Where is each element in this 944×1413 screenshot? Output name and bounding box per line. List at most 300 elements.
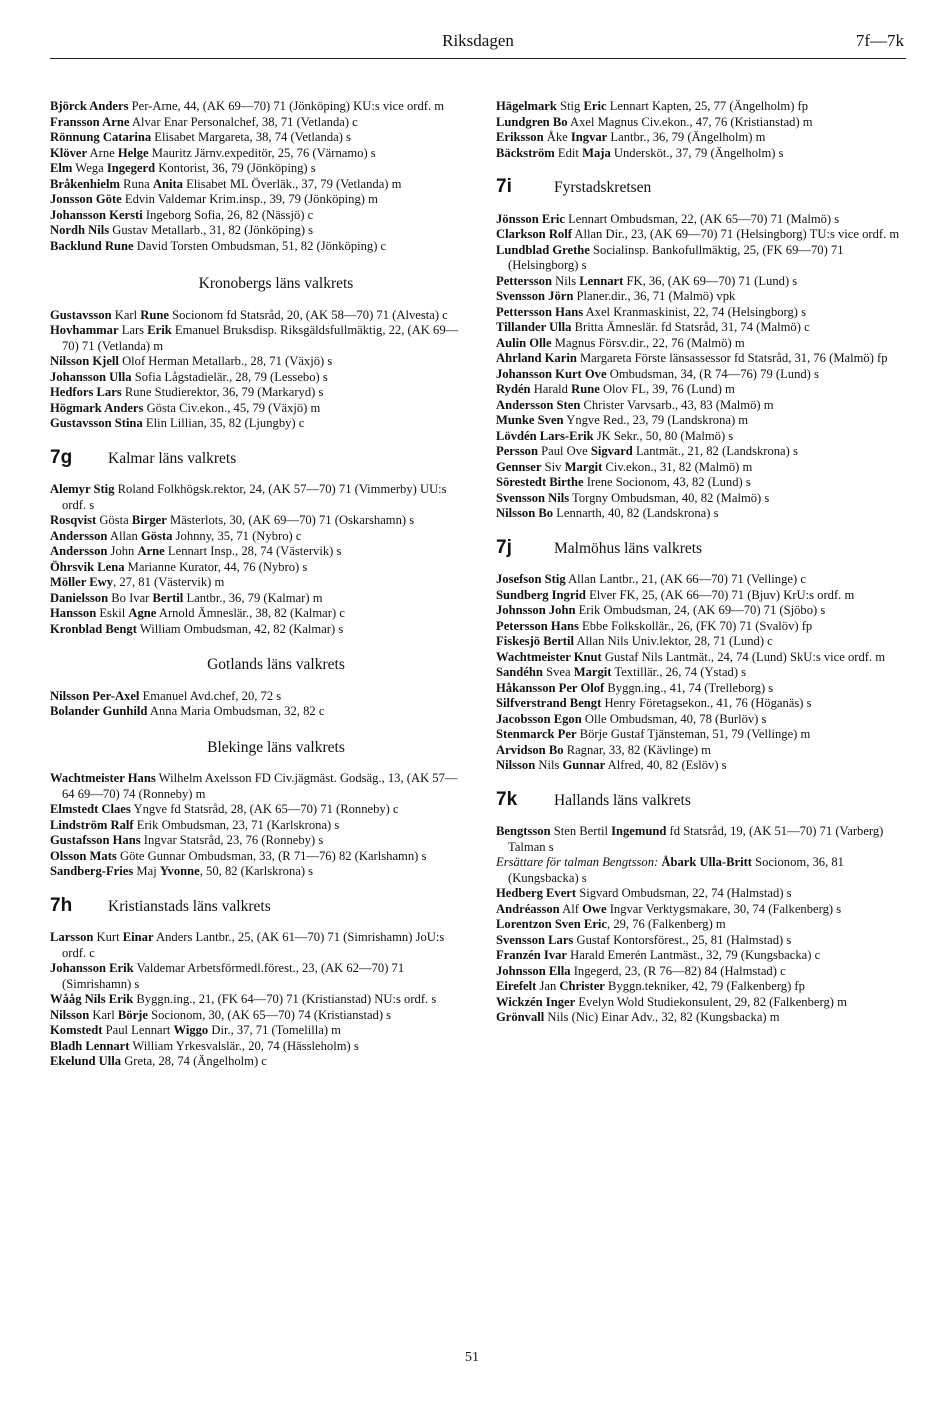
member-name: Andréasson bbox=[496, 901, 560, 916]
member-details: Erik Ombudsman, 23, 71 (Karlskrona) s bbox=[133, 817, 340, 832]
member-details: Arne bbox=[87, 145, 118, 160]
member-name: Eirefelt bbox=[496, 979, 537, 993]
page-number: 51 bbox=[465, 1350, 479, 1365]
member-details: Runa bbox=[119, 176, 153, 191]
member-entry bbox=[496, 243, 908, 274]
member-details: Undersköt., 37, 79 (Ängelholm) s bbox=[610, 145, 784, 160]
member-name: Bråkenhielm bbox=[50, 176, 120, 191]
member-entry bbox=[50, 370, 462, 386]
member-name: Svensson Jörn bbox=[496, 289, 574, 303]
member-name: Josefson Stig bbox=[496, 572, 566, 586]
member-details: Jan bbox=[536, 979, 560, 993]
member-name: Kronblad Bengt bbox=[50, 621, 137, 636]
section-heading-7g bbox=[50, 446, 462, 468]
member-entry bbox=[496, 650, 908, 666]
member-details: Gustaf Kontorsförest., 25, 81 (Halmstad) s bbox=[573, 932, 792, 947]
member-details: Lennarth, 40, 82 (Landskrona) s bbox=[553, 506, 719, 520]
member-details: Ingvar Verktygsmakare, 30, 74 (Falkenberg) s bbox=[606, 901, 842, 916]
member-details: Olov FL, 39, 76 (Lund) m bbox=[599, 382, 735, 396]
section-heading-kronoberg bbox=[50, 276, 462, 292]
member-name: Johnsson Ella bbox=[496, 963, 571, 978]
member-entry bbox=[496, 130, 908, 146]
member-details: Henry Företagsekon., 41, 76 (Höganäs) s bbox=[601, 696, 812, 710]
section-heading-blekinge bbox=[50, 740, 462, 756]
member-entry bbox=[50, 354, 462, 370]
member-name: Ingegerd bbox=[106, 161, 156, 175]
member-name: Bladh Lennart bbox=[50, 1038, 130, 1053]
member-entry bbox=[50, 1054, 462, 1070]
member-name: Persson bbox=[496, 444, 538, 458]
member-name: Silfverstrand Bengt bbox=[496, 696, 602, 710]
member-name: Wachtmeister Knut bbox=[496, 649, 602, 664]
member-details: Lennart Ombudsman, 22, (AK 65—70) 71 (Malmö) s bbox=[564, 211, 840, 226]
member-details: William Yrkesvalslär., 20, 74 (Hässleholm) s bbox=[129, 1038, 359, 1053]
member-entry bbox=[496, 588, 908, 604]
member-entry bbox=[50, 833, 462, 849]
member-name: Elmstedt Claes bbox=[50, 802, 131, 816]
member-name: Nilsson bbox=[496, 758, 536, 772]
member-details: Elin Lillian, 35, 82 (Ljungby) c bbox=[142, 416, 305, 430]
section-title: Gotlands läns valkrets bbox=[207, 656, 345, 673]
member-entry bbox=[50, 308, 462, 324]
member-details: Paul Lennart bbox=[102, 1023, 174, 1037]
member-entry bbox=[50, 416, 462, 432]
member-details: William Ombudsman, 42, 82 (Kalmar) s bbox=[136, 621, 344, 636]
member-name: Jonsson Göte bbox=[50, 192, 122, 206]
member-name: Lennart bbox=[579, 273, 624, 288]
member-name: Wachtmeister Hans bbox=[50, 771, 156, 785]
member-entry bbox=[496, 964, 908, 980]
member-details: Allan bbox=[107, 528, 141, 543]
member-name: Rönnung Catarina bbox=[50, 130, 152, 144]
member-entry bbox=[496, 320, 908, 336]
member-entry bbox=[50, 146, 462, 162]
section-code: 7i bbox=[496, 176, 512, 197]
member-entry bbox=[496, 506, 908, 522]
section-heading-7k bbox=[496, 788, 908, 810]
member-entry bbox=[496, 305, 908, 321]
section-title: Kronobergs läns valkrets bbox=[198, 275, 354, 292]
member-name: Gustavsson bbox=[50, 307, 112, 322]
member-name: Johansson Erik bbox=[50, 961, 134, 975]
member-name: Rosqvist bbox=[50, 513, 97, 527]
member-details: Alvar Enar Personalchef, 38, 71 (Vetlanda) c bbox=[129, 114, 358, 129]
member-name: Rune bbox=[140, 307, 169, 322]
member-name: Backlund Rune bbox=[50, 238, 134, 253]
member-details: Marianne Kurator, 44, 76 (Nybro) s bbox=[124, 559, 308, 574]
member-details: Axel Magnus Civ.ekon., 47, 76 (Kristianstad) m bbox=[567, 114, 813, 129]
member-details: Civ.ekon., 31, 82 (Malmö) m bbox=[602, 459, 753, 474]
member-details: FK, 36, (AK 69—70) 71 (Lund) s bbox=[623, 273, 798, 288]
member-details: Allan Dir., 23, (AK 69—70) 71 (Helsingborg) TU:s vice ordf. m bbox=[571, 227, 900, 241]
member-entry bbox=[496, 460, 908, 476]
member-details: Emanuel Avd.chef, 20, 72 s bbox=[139, 688, 282, 703]
member-name: Sörestedt Birthe bbox=[496, 475, 584, 489]
member-name: Gunnar bbox=[562, 758, 606, 772]
member-details: Wilhelm Axelsson FD Civ.jägmäst. Godsäg., 13, (AK 57—64 69—70) 74 (Ronneby) m bbox=[62, 771, 458, 801]
member-entry bbox=[496, 758, 908, 774]
member-entry bbox=[50, 130, 462, 146]
member-name: Jacobsson Egon bbox=[496, 711, 582, 726]
member-details: Nils (Nic) Einar Adv., 32, 82 (Kungsbacka) m bbox=[544, 1010, 780, 1024]
member-name: Sandéhn bbox=[496, 665, 543, 679]
member-name: Lundblad Grethe bbox=[496, 242, 590, 257]
member-entry bbox=[50, 208, 462, 224]
member-details: Sigvard Ombudsman, 22, 74 (Halmstad) s bbox=[576, 886, 792, 900]
member-details: Dir., 37, 71 (Tomelilla) m bbox=[208, 1023, 341, 1037]
member-name: Hägelmark bbox=[496, 99, 557, 113]
page-header bbox=[50, 28, 906, 60]
member-entry bbox=[496, 681, 908, 697]
member-name: Pettersson Hans bbox=[496, 304, 584, 319]
member-name: Andersson bbox=[50, 528, 108, 543]
member-name: Fransson Arne bbox=[50, 114, 130, 129]
member-entry bbox=[496, 289, 908, 305]
member-name: Arne bbox=[137, 544, 165, 558]
member-entry bbox=[50, 1008, 462, 1024]
member-details: Socionom, 30, (AK 65—70) 74 (Kristianstad) s bbox=[147, 1007, 392, 1022]
member-details: Allan Nils Univ.lektor, 28, 71 (Lund) c bbox=[574, 634, 773, 648]
member-name: Andersson Sten bbox=[496, 397, 581, 412]
member-details: Gustaf Nils Lantmät., 24, 74 (Lund) SkU:s vice ordf. m bbox=[601, 649, 886, 664]
member-entry bbox=[50, 513, 462, 529]
member-entry bbox=[496, 933, 908, 949]
section-title: Kalmar läns valkrets bbox=[108, 449, 237, 467]
member-details: Ingegerd, 23, (R 76—82) 84 (Halmstad) c bbox=[570, 963, 786, 978]
member-details: Mästerlots, 30, (AK 69—70) 71 (Oskarshamn) s bbox=[166, 513, 415, 527]
member-entry bbox=[496, 886, 908, 902]
member-name: Munke Sven bbox=[496, 413, 564, 427]
page-title: Riksdagen bbox=[442, 31, 514, 50]
member-entry bbox=[50, 961, 462, 992]
member-name: Nilsson Bo bbox=[496, 506, 554, 520]
member-details: Irene Socionom, 43, 82 (Lund) s bbox=[583, 475, 751, 489]
member-name: Sandberg-Fries bbox=[50, 864, 134, 878]
member-details: Nils bbox=[551, 273, 580, 288]
member-entry bbox=[496, 979, 908, 995]
member-details: Maj bbox=[133, 864, 160, 878]
member-name: Åbark Ulla-Britt bbox=[661, 855, 752, 869]
member-details: Eskil bbox=[96, 606, 129, 620]
member-details: Göte Gunnar Ombudsman, 33, (R 71—76) 82 (Karlshamn) s bbox=[116, 848, 427, 863]
section-title: Kristianstads läns valkrets bbox=[108, 897, 271, 915]
member-entry bbox=[496, 824, 908, 855]
member-name: Sigvard bbox=[590, 444, 633, 458]
member-name: Clarkson Rolf bbox=[496, 227, 572, 241]
member-name: Maja bbox=[582, 145, 611, 160]
member-entry bbox=[496, 603, 908, 619]
member-name: Tillander Ulla bbox=[496, 320, 572, 334]
member-entry bbox=[50, 99, 462, 115]
member-name: Elm bbox=[50, 161, 73, 175]
member-details: Gustav Metallarb., 31, 82 (Jönköping) s bbox=[109, 223, 314, 237]
member-name: Wiggo bbox=[173, 1023, 209, 1037]
member-entry bbox=[50, 223, 462, 239]
member-details: Karl bbox=[89, 1007, 118, 1022]
member-entry bbox=[496, 382, 908, 398]
member-name: Hovhammar bbox=[50, 323, 119, 337]
member-details: Ombudsman, 34, (R 74—76) 79 (Lund) s bbox=[606, 366, 819, 381]
member-entry bbox=[50, 849, 462, 865]
member-entry bbox=[496, 429, 908, 445]
member-details: Stig bbox=[556, 99, 584, 113]
member-details: Olle Ombudsman, 40, 78 (Burlöv) s bbox=[581, 711, 767, 726]
member-name: Klöver bbox=[50, 145, 88, 160]
member-name: Högmark Anders bbox=[50, 400, 144, 415]
member-entry bbox=[50, 161, 462, 177]
member-name: Bertil bbox=[152, 590, 184, 605]
member-name: Ekelund Ulla bbox=[50, 1054, 122, 1068]
member-name: Johansson Ulla bbox=[50, 369, 132, 384]
member-details: Mauritz Järnv.expeditör, 25, 76 (Värnamo) s bbox=[148, 145, 376, 160]
member-name: Margit bbox=[573, 665, 612, 679]
member-name: Johnsson John bbox=[496, 603, 576, 617]
member-entry bbox=[50, 192, 462, 208]
member-entry bbox=[496, 572, 908, 588]
member-details: Planer.dir., 36, 71 (Malmö) vpk bbox=[573, 289, 736, 303]
member-name: Gustavsson Stina bbox=[50, 416, 143, 430]
member-name: Nilsson Kjell bbox=[50, 354, 119, 368]
member-name: Grönvall bbox=[496, 1010, 545, 1024]
member-details: Socialinsp. Bankofullmäktig, 25, (FK 69—70) 71 (Helsingborg) s bbox=[508, 242, 844, 272]
member-details: Gösta Civ.ekon., 45, 79 (Växjö) m bbox=[143, 400, 321, 415]
member-entry bbox=[50, 115, 462, 131]
member-details: Siv bbox=[541, 459, 565, 474]
member-name: Lundgren Bo bbox=[496, 114, 568, 129]
member-name: Erik bbox=[147, 323, 172, 337]
member-name: Pettersson bbox=[496, 273, 552, 288]
member-name: Gustafsson Hans bbox=[50, 833, 141, 847]
member-entry bbox=[50, 401, 462, 417]
section-code: 7h bbox=[50, 894, 73, 916]
member-name: Johansson Kurt Ove bbox=[496, 366, 607, 381]
member-name: Svensson Lars bbox=[496, 932, 574, 947]
member-entry bbox=[496, 743, 908, 759]
member-name: Fiskesjö Bertil bbox=[496, 634, 574, 648]
member-details: Kontorist, 36, 79 (Jönköping) s bbox=[155, 161, 316, 175]
member-entry bbox=[50, 622, 462, 638]
section-heading-7h bbox=[50, 894, 462, 916]
member-details: Rune Studierektor, 36, 79 (Markaryd) s bbox=[121, 385, 324, 399]
member-entry bbox=[496, 855, 908, 886]
member-details: , 29, 76 (Falkenberg) m bbox=[607, 917, 726, 931]
member-name: Börje bbox=[117, 1007, 148, 1022]
section-code: 7k bbox=[496, 788, 518, 810]
member-entry bbox=[50, 529, 462, 545]
member-details: Karl bbox=[111, 307, 141, 322]
member-entry bbox=[50, 606, 462, 622]
member-entry bbox=[496, 917, 908, 933]
member-details: , 50, 82 (Karlskrona) s bbox=[199, 864, 314, 878]
member-name: Andersson bbox=[50, 544, 108, 558]
member-name: Rune bbox=[571, 382, 600, 396]
member-name: Komstedt bbox=[50, 1023, 103, 1037]
member-details: Sten Bertil bbox=[550, 824, 612, 838]
member-details: Greta, 28, 74 (Ängelholm) c bbox=[121, 1054, 267, 1068]
section-code: 7j bbox=[496, 536, 512, 558]
member-entry bbox=[496, 727, 908, 743]
section-title: Fyrstadskretsen bbox=[554, 179, 652, 196]
note-text: Ersättare för talman Bengtsson: bbox=[496, 855, 659, 869]
member-entry bbox=[50, 689, 462, 705]
member-entry bbox=[496, 227, 908, 243]
member-details: Elisabet Margareta, 38, 74 (Vetlanda) s bbox=[151, 130, 351, 144]
member-details: Lars bbox=[118, 323, 148, 337]
member-details: Ragnar, 33, 82 (Kävlinge) m bbox=[563, 742, 711, 757]
member-details: Socionom, 36, 81 (Kungsbacka) s bbox=[508, 855, 844, 885]
member-details: Alf bbox=[559, 901, 583, 916]
member-details: fd Statsråd, 19, (AK 51—70) 71 (Varberg) Talman s bbox=[508, 824, 884, 854]
member-details: Axel Kranmaskinist, 22, 74 (Helsingborg) s bbox=[583, 304, 807, 319]
member-details: Gösta bbox=[96, 513, 132, 527]
member-details: Lennart Insp., 28, 74 (Västervik) s bbox=[164, 544, 342, 558]
member-details: JK Sekr., 50, 80 (Malmö) s bbox=[593, 428, 734, 443]
member-name: Gösta bbox=[140, 528, 173, 543]
member-entry bbox=[496, 491, 908, 507]
member-entry bbox=[496, 351, 908, 367]
member-entry bbox=[50, 323, 462, 354]
member-details: Johnny, 35, 71 (Nybro) c bbox=[172, 528, 302, 543]
member-name: Svensson Nils bbox=[496, 490, 570, 505]
member-details: Yngve Red., 23, 79 (Landskrona) m bbox=[563, 413, 749, 427]
member-details: Evelyn Wold Studiekonsulent, 29, 82 (Falkenberg) m bbox=[575, 994, 847, 1009]
member-details: Lennart Kapten, 25, 77 (Ängelholm) fp bbox=[606, 99, 809, 113]
member-name: Johansson Kersti bbox=[50, 207, 143, 222]
member-entry bbox=[50, 239, 462, 255]
member-details: John bbox=[107, 544, 138, 558]
member-details: Ingeborg Sofia, 26, 82 (Nässjö) c bbox=[142, 207, 314, 222]
member-name: Petersson Hans bbox=[496, 618, 579, 633]
member-entry bbox=[496, 99, 908, 115]
section-title: Malmöhus läns valkrets bbox=[554, 539, 703, 557]
member-details: Anna Maria Ombudsman, 32, 82 c bbox=[147, 704, 325, 718]
member-name: Bolander Gunhild bbox=[50, 704, 148, 718]
member-name: Ingvar bbox=[570, 130, 608, 144]
left-column bbox=[50, 99, 462, 1070]
member-entry bbox=[50, 1039, 462, 1055]
member-entry bbox=[496, 712, 908, 728]
member-details: Byggn.ing., 21, (FK 64—70) 71 (Kristianstad) NU:s ordf. s bbox=[133, 992, 437, 1006]
member-entry bbox=[496, 619, 908, 635]
member-details: Erik Ombudsman, 24, (AK 69—70) 71 (Sjöbo) s bbox=[575, 603, 826, 617]
member-details: Roland Folkhögsk.rektor, 24, (AK 57—70) 71 (Vimmerby) UU:s ordf. s bbox=[62, 482, 447, 512]
section-heading-7i bbox=[496, 176, 908, 197]
member-details: Britta Ämneslär. fd Statsråd, 31, 74 (Malmö) c bbox=[571, 320, 810, 334]
member-entry bbox=[496, 274, 908, 290]
section-heading-7j bbox=[496, 536, 908, 558]
member-name: Ingemund bbox=[611, 824, 667, 838]
member-entry bbox=[50, 771, 462, 802]
member-name: Eriksson bbox=[496, 130, 544, 144]
member-details: Per-Arne, 44, (AK 69—70) 71 (Jönköping) KU:s vice ordf. m bbox=[128, 99, 445, 113]
member-name: Helge bbox=[117, 145, 149, 160]
member-name: Yvonne bbox=[159, 864, 200, 878]
member-details: Ingvar Statsråd, 23, 76 (Ronneby) s bbox=[140, 833, 324, 847]
member-name: Nilsson Per-Axel bbox=[50, 688, 140, 703]
member-details: Börje Gustaf Tjänsteman, 51, 79 (Vellinge) m bbox=[576, 727, 811, 741]
member-name: Danielsson bbox=[50, 590, 109, 605]
member-details: , 27, 81 (Västervik) m bbox=[113, 575, 225, 589]
member-details: Socionom fd Statsråd, 20, (AK 58—70) 71 (Alvesta) c bbox=[168, 307, 448, 322]
member-name: Rydén bbox=[496, 382, 531, 396]
member-details: Svea bbox=[542, 665, 574, 679]
member-entry bbox=[496, 665, 908, 681]
member-name: Lorentzon Sven Eric bbox=[496, 917, 608, 931]
member-entry bbox=[50, 818, 462, 834]
member-entry bbox=[50, 560, 462, 576]
member-details: Christer Varvsarb., 43, 83 (Malmö) m bbox=[580, 397, 774, 412]
member-details: Edit bbox=[554, 145, 583, 160]
member-entry bbox=[496, 1010, 908, 1026]
member-name: Anita bbox=[152, 176, 183, 191]
member-name: Möller Ewy bbox=[50, 575, 114, 589]
member-entry bbox=[50, 802, 462, 818]
member-details: Byggn.ing., 41, 74 (Trelleborg) s bbox=[604, 680, 774, 695]
member-details: Allan Lantbr., 21, (AK 66—70) 71 (Vellinge) c bbox=[565, 572, 806, 586]
member-entry bbox=[496, 902, 908, 918]
member-entry bbox=[496, 146, 908, 162]
member-entry bbox=[50, 704, 462, 720]
member-details: Olof Herman Metallarb., 28, 71 (Växjö) s bbox=[118, 354, 333, 368]
member-details: Elver FK, 25, (AK 66—70) 71 (Bjuv) KrU:s ordf. m bbox=[585, 587, 855, 602]
member-details: Emanuel Bruksdisp. Riksgäldsfullmäktig, 22, (AK 69—70) 71 (Vetlanda) m bbox=[62, 323, 459, 353]
member-name: Bäckström bbox=[496, 145, 555, 160]
member-details: Torgny Ombudsman, 40, 82 (Malmö) s bbox=[569, 490, 770, 505]
member-name: Lövdén Lars-Erik bbox=[496, 428, 594, 443]
member-details: Harald bbox=[530, 382, 572, 396]
member-details: Valdemar Arbetsförmedl.förest., 23, (AK 62—70) 71 (Simrishamn) s bbox=[62, 961, 405, 991]
member-name: Wickzén Inger bbox=[496, 994, 576, 1009]
member-name: Agne bbox=[128, 606, 157, 620]
member-details: Paul Ove bbox=[537, 444, 591, 458]
header-rule bbox=[50, 58, 906, 59]
member-name: Aulin Olle bbox=[496, 335, 552, 350]
member-details: Lantbr., 36, 79 (Kalmar) m bbox=[183, 590, 323, 605]
member-details: Magnus Försv.dir., 22, 76 (Malmö) m bbox=[551, 335, 745, 350]
member-details: Sofia Lågstadielär., 28, 79 (Lessebo) s bbox=[131, 369, 328, 384]
right-column bbox=[496, 99, 908, 1026]
member-name: Lindström Ralf bbox=[50, 817, 134, 832]
member-entry bbox=[50, 575, 462, 591]
member-entry bbox=[50, 544, 462, 560]
member-details: Arnold Ämneslär., 38, 82 (Kalmar) c bbox=[156, 606, 345, 620]
member-entry bbox=[496, 413, 908, 429]
member-details: Anders Lantbr., 25, (AK 61—70) 71 (Simrishamn) JoU:s ordf. c bbox=[62, 930, 445, 960]
member-name: Gennser bbox=[496, 459, 542, 474]
member-name: Franzén Ivar bbox=[496, 948, 567, 962]
member-details: David Torsten Ombudsman, 51, 82 (Jönköping) c bbox=[133, 238, 387, 253]
member-name: Eric bbox=[583, 99, 607, 113]
member-name: Nordh Nils bbox=[50, 223, 110, 237]
member-entry bbox=[496, 444, 908, 460]
member-name: Einar bbox=[122, 930, 154, 944]
member-name: Christer bbox=[559, 979, 605, 993]
member-details: Edvin Valdemar Krim.insp., 39, 79 (Jönköping) m bbox=[121, 192, 378, 206]
member-name: Hedberg Evert bbox=[496, 886, 577, 900]
member-name: Ahrland Karin bbox=[496, 351, 577, 365]
member-entry bbox=[496, 948, 908, 964]
member-name: Håkansson Per Olof bbox=[496, 680, 605, 695]
member-details: Elisabet ML Överläk., 37, 79 (Vetlanda) m bbox=[182, 176, 402, 191]
member-details: Textillär., 26, 74 (Ystad) s bbox=[611, 665, 747, 679]
section-range: 7f—7k bbox=[855, 31, 904, 50]
member-name: Bengtsson bbox=[496, 824, 551, 838]
member-name: Arvidson Bo bbox=[496, 742, 564, 757]
member-entry bbox=[496, 634, 908, 650]
member-name: Owe bbox=[582, 901, 607, 916]
member-entry bbox=[496, 398, 908, 414]
member-details: Lantmät., 21, 82 (Landskrona) s bbox=[632, 444, 798, 458]
